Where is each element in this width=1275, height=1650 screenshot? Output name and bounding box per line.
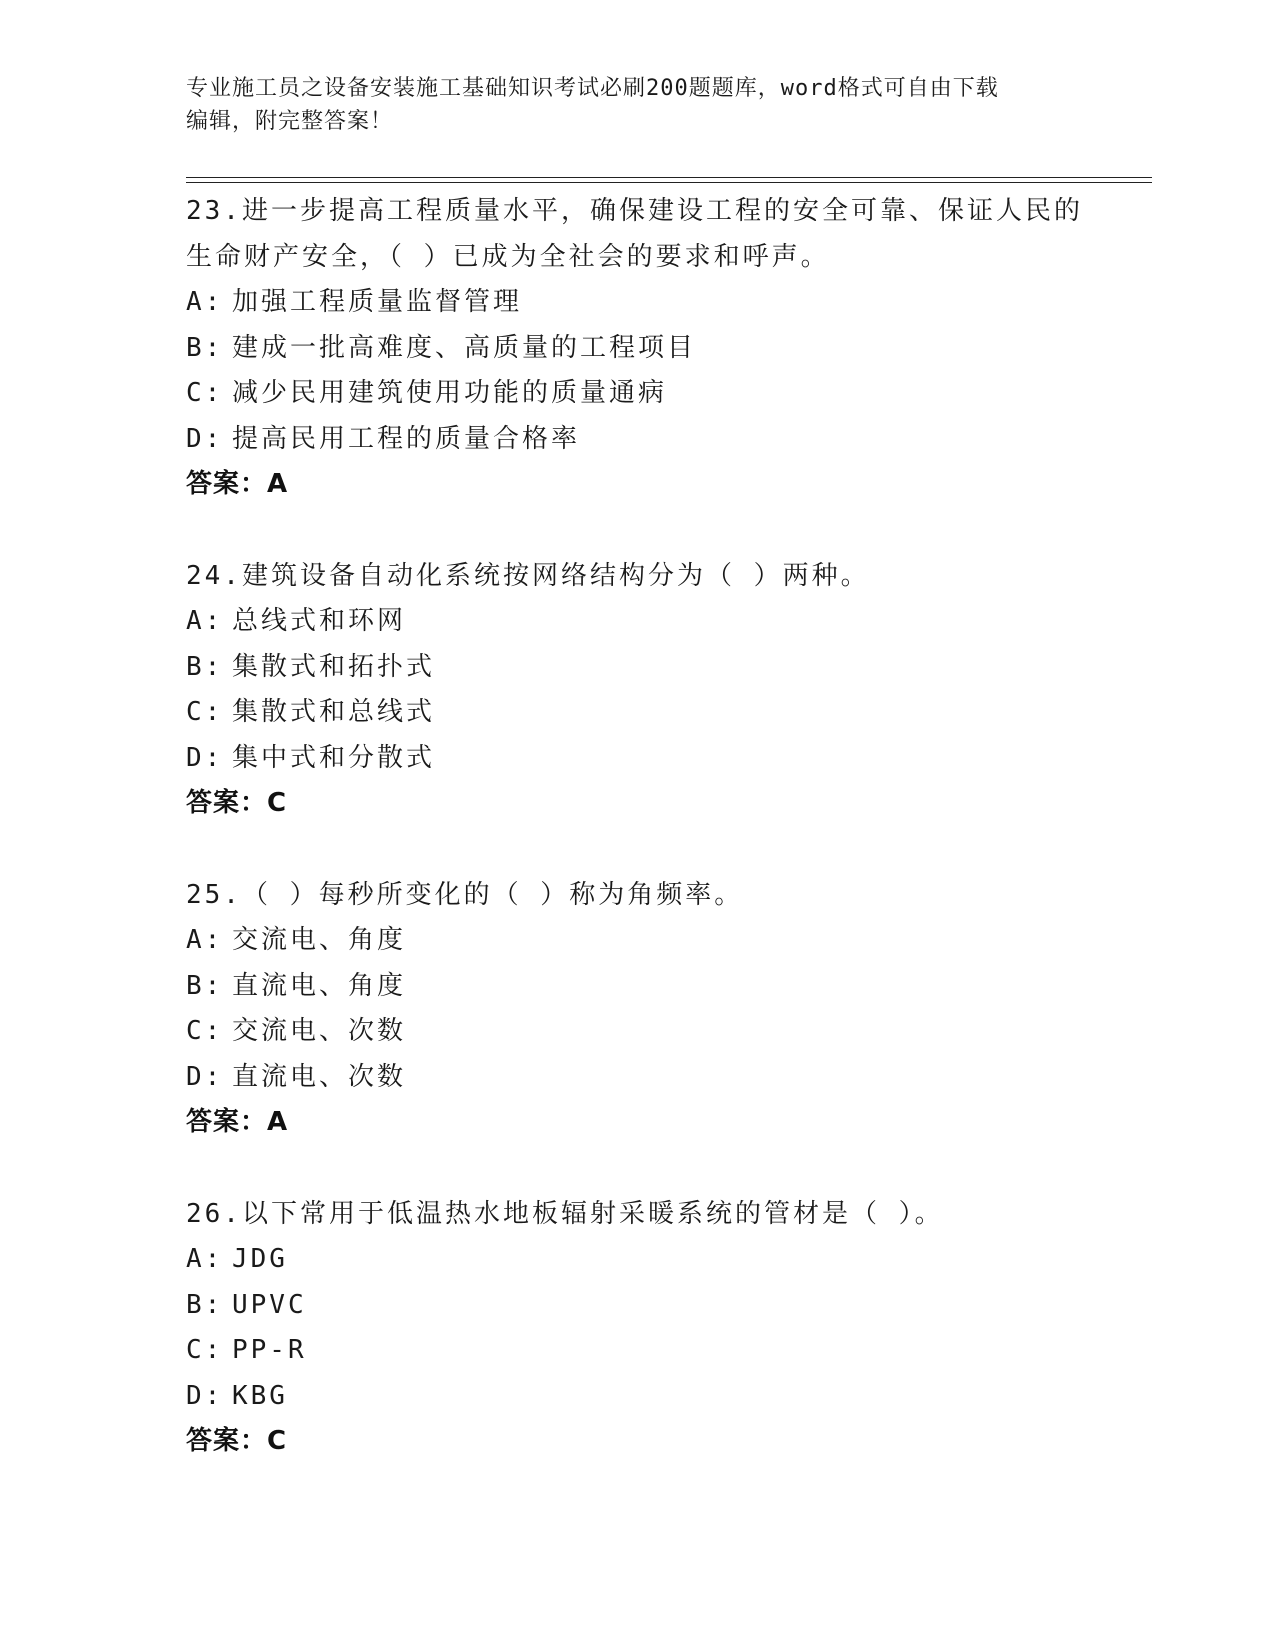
option-key: B: [186,332,224,363]
question-stem-line-1: 23.进一步提高工程质量水平，确保建设工程的安全可靠、保证人民的 [186,196,1083,226]
option-key: B: [186,651,224,682]
option-key: A: [186,606,224,636]
header-title-line-1: 专业施工员之设备安装施工基础知识考试必刷200题题库，word格式可自由下载 [186,76,999,101]
option-text: 集散式和拓扑式 [232,651,436,682]
question-stem-line-2: 生命财产安全，（ ）已成为全社会的要求和呼声。 [186,241,830,272]
option-key: D: [186,423,224,454]
question-stem [186,189,1086,280]
question-list [186,189,1146,1465]
option-text: 总线式和环网 [232,606,407,636]
answer-label: 答案：C [186,1426,288,1456]
option-text: 交流电、角度 [232,925,407,955]
question-stem [186,554,1086,600]
option-key: A: [186,1244,224,1274]
question-23 [186,189,1146,508]
option-a [186,918,1146,964]
option-key: D: [186,742,224,773]
option-key: B: [186,1289,224,1320]
option-d [186,736,1146,782]
question-stem [186,1192,1086,1238]
option-c [186,1009,1146,1055]
option-key: C: [186,378,224,408]
option-a [186,280,1146,326]
option-d [186,417,1146,463]
option-key: C: [186,1016,224,1046]
option-b [186,645,1146,691]
document-header [186,72,1086,138]
option-text: 减少民用建筑使用功能的质量通病 [232,378,668,408]
question-stem-line-1: 24.建筑设备自动化系统按网络结构分为（ ）两种。 [186,560,870,591]
option-text: 集散式和总线式 [232,697,436,727]
option-text: KBG [232,1380,288,1411]
option-key: D: [186,1380,224,1411]
answer-label: 答案：A [186,469,289,499]
option-c [186,371,1146,417]
option-d [186,1374,1146,1420]
question-25 [186,873,1146,1146]
option-c [186,690,1146,736]
option-text: PP-R [232,1335,307,1365]
option-text: UPVC [232,1289,307,1320]
answer-label: 答案：C [186,788,288,818]
option-text: 交流电、次数 [232,1016,407,1046]
option-key: C: [186,1335,224,1365]
option-key: D: [186,1061,224,1092]
option-text: 加强工程质量监督管理 [232,287,523,317]
question-24 [186,554,1146,827]
option-text: JDG [232,1244,288,1274]
option-text: 集中式和分散式 [232,742,436,773]
option-a [186,1237,1146,1283]
question-stem [186,873,1086,919]
option-text: 直流电、角度 [232,970,407,1001]
option-b [186,964,1146,1010]
question-stem-line-1: 26.以下常用于低温热水地板辐射采暖系统的管材是（ ）。 [186,1198,944,1229]
option-text: 直流电、次数 [232,1061,407,1092]
answer-label: 答案：A [186,1107,289,1137]
header-divider-bottom [186,182,1152,183]
option-key: B: [186,970,224,1001]
option-text: 提高民用工程的质量合格率 [232,423,581,454]
option-c [186,1328,1146,1374]
question-stem-line-1: 25.（ ）每秒所变化的（ ）称为角频率。 [186,879,744,910]
option-key: C: [186,697,224,727]
option-key: A: [186,925,224,955]
question-26 [186,1192,1146,1465]
option-b [186,326,1146,372]
option-a [186,599,1146,645]
option-b [186,1283,1146,1329]
header-divider-top [186,177,1152,178]
option-text: 建成一批高难度、高质量的工程项目 [232,332,697,363]
header-title-line-2: 编辑，附完整答案！ [186,109,394,134]
option-key: A: [186,287,224,317]
option-d [186,1055,1146,1101]
